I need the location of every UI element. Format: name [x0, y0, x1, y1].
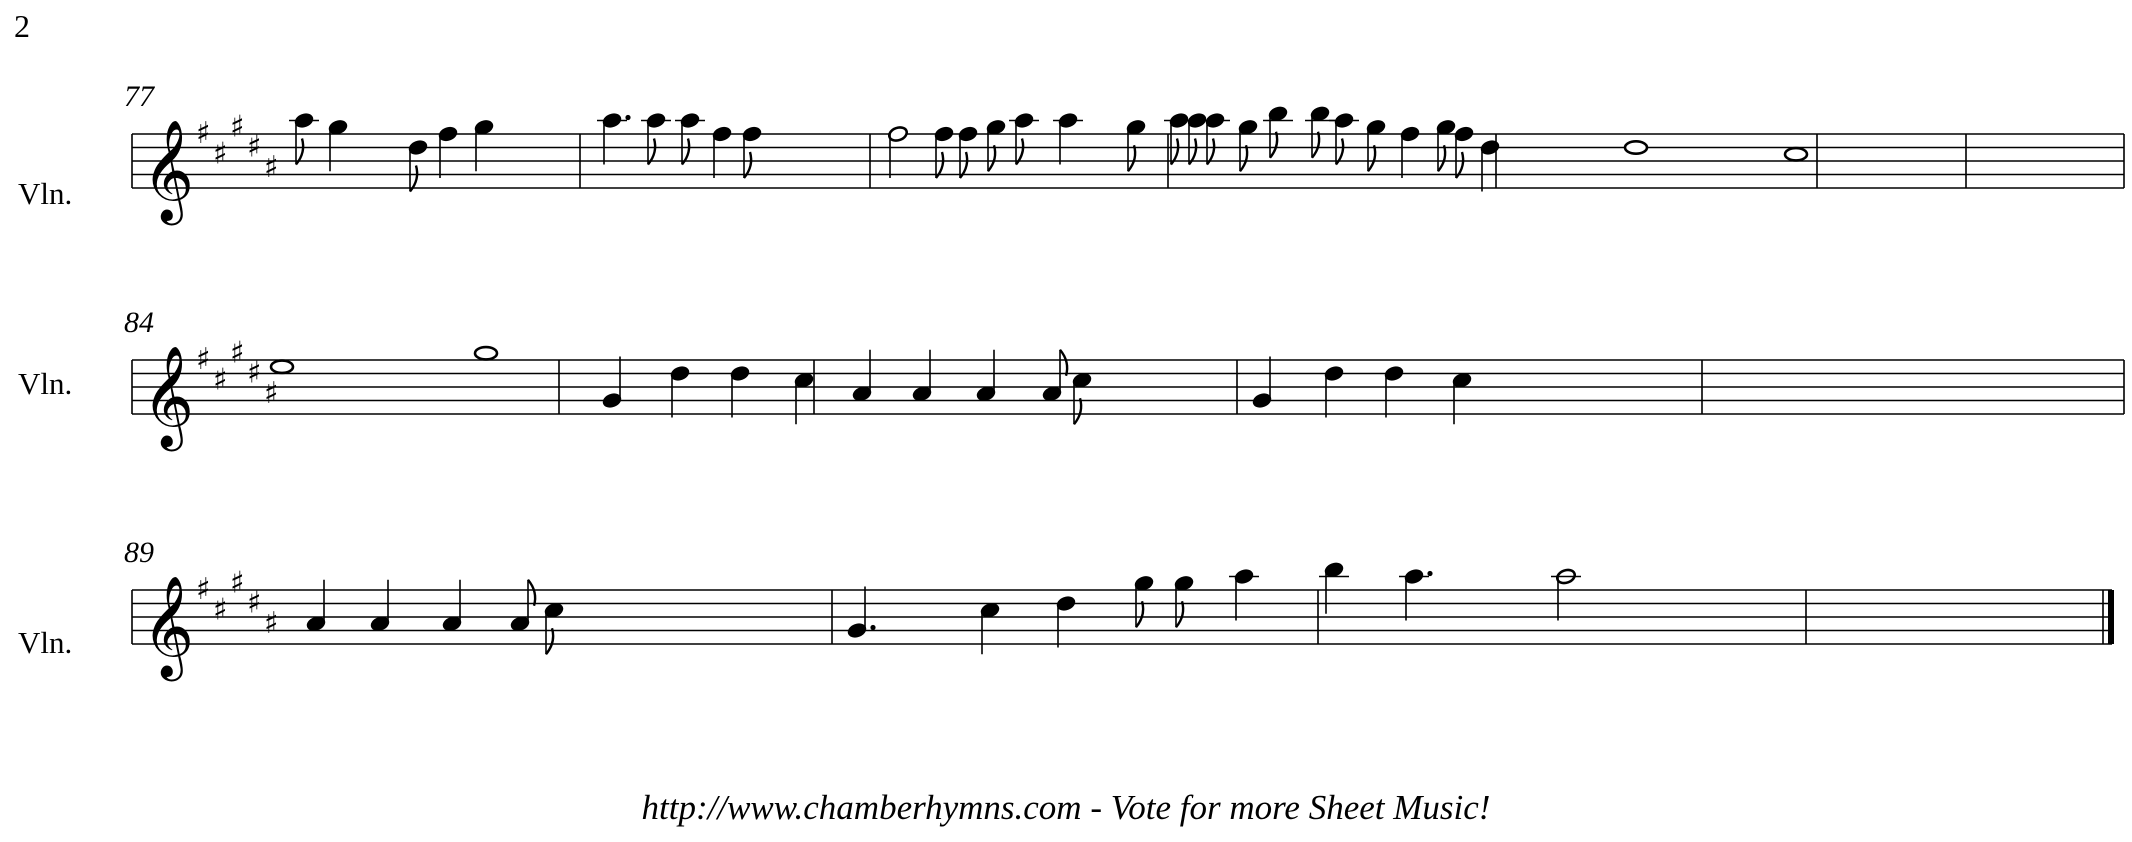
- note: [1329, 112, 1359, 165]
- staff-lines: [132, 590, 2112, 644]
- note: [407, 139, 428, 192]
- note: [851, 350, 872, 403]
- sharp-sign: ♯: [264, 149, 279, 185]
- footer-link[interactable]: http://www.chamberhymns.com - Vote for more Sheet Music!: [641, 788, 1491, 827]
- note: [729, 365, 750, 418]
- augmentation-dot: [625, 115, 630, 120]
- note: [1237, 118, 1258, 171]
- note-flag: [1312, 132, 1319, 158]
- sharp-sign: ♯: [230, 109, 245, 145]
- sharp-sign: ♯: [230, 565, 245, 601]
- sharp-sign: ♯: [247, 355, 262, 391]
- augmentation-dot: [870, 625, 875, 630]
- note: [1041, 350, 1067, 403]
- note-flag: [546, 628, 553, 654]
- note-flag: [1128, 145, 1135, 171]
- note: [475, 347, 497, 359]
- note: [369, 580, 390, 633]
- note-flag: [1270, 132, 1277, 158]
- note-flag: [528, 580, 535, 606]
- treble-clef-glyph: 𝄞: [142, 574, 195, 677]
- treble-clef: [142, 118, 194, 226]
- note-head: [475, 347, 497, 359]
- note-flag: [988, 145, 995, 171]
- page-number: 2: [14, 8, 30, 44]
- note: [441, 580, 462, 633]
- instrument-label: Vln.: [18, 625, 73, 660]
- note: [887, 125, 908, 178]
- treble-clef: [142, 574, 194, 682]
- staff: [0, 536, 2132, 706]
- sharp-sign: ♯: [196, 342, 211, 377]
- note: [509, 580, 535, 633]
- treble-clef-glyph: 𝄞: [142, 344, 195, 447]
- note: [957, 125, 978, 178]
- note: [1625, 141, 1647, 153]
- note: [289, 112, 319, 165]
- sharp-sign: ♯: [213, 592, 228, 628]
- note: [1071, 371, 1092, 424]
- note: [933, 125, 954, 178]
- note-head: [1625, 141, 1647, 153]
- notes: [305, 561, 1581, 654]
- note: [1133, 574, 1154, 627]
- note-flag: [1136, 601, 1143, 627]
- note: [979, 601, 1000, 654]
- note: [1551, 568, 1581, 621]
- note: [1009, 112, 1039, 165]
- note: [1229, 568, 1259, 621]
- note: [1453, 125, 1474, 178]
- note: [669, 365, 690, 418]
- note-flag: [1240, 145, 1247, 171]
- note: [985, 118, 1006, 171]
- note: [911, 350, 932, 403]
- final-barline: [2108, 590, 2114, 644]
- sharp-sign: ♯: [213, 136, 228, 172]
- note-head: [271, 361, 293, 373]
- note: [327, 118, 348, 171]
- sharp-sign: ♯: [196, 116, 211, 151]
- note-head: [1785, 148, 1807, 160]
- sharp-sign: ♯: [213, 362, 228, 398]
- note: [305, 580, 326, 633]
- note: [1479, 139, 1500, 192]
- note: [741, 125, 762, 178]
- note: [1451, 371, 1472, 424]
- staff-lines: [132, 360, 2124, 414]
- note: [1323, 365, 1344, 418]
- note-flag: [1074, 398, 1081, 424]
- note-flag: [1438, 145, 1445, 171]
- note: [271, 361, 293, 373]
- note: [1053, 112, 1083, 165]
- staff-system-1: [0, 80, 2132, 250]
- note: [1785, 148, 1807, 160]
- measure-number: 89: [124, 536, 154, 569]
- note-flag: [1176, 601, 1183, 627]
- sharp-sign: ♯: [247, 129, 262, 165]
- note: [597, 112, 631, 165]
- treble-clef-glyph: 𝄞: [142, 118, 195, 221]
- measure-number: 84: [124, 306, 154, 339]
- sharp-sign: ♯: [247, 585, 262, 621]
- note: [1399, 568, 1433, 621]
- note: [1365, 118, 1386, 171]
- note: [473, 118, 494, 171]
- staff: [0, 306, 2132, 476]
- note: [1173, 574, 1194, 627]
- sharp-sign: ♯: [230, 335, 245, 371]
- note-flag: [1060, 350, 1067, 376]
- treble-clef: [142, 344, 194, 452]
- staff-system-3: [0, 536, 2132, 706]
- note: [1383, 365, 1404, 418]
- instrument-label: Vln.: [18, 366, 73, 401]
- note: [846, 587, 875, 640]
- instrument-label: Vln.: [18, 176, 73, 211]
- staff-system-2: [0, 306, 2132, 476]
- augmentation-dot: [1427, 571, 1432, 576]
- note: [1319, 561, 1349, 614]
- note: [1263, 105, 1293, 158]
- note: [1055, 595, 1076, 648]
- note: [711, 125, 732, 178]
- note: [1251, 357, 1272, 410]
- sharp-sign: ♯: [264, 375, 279, 411]
- note-flag: [1368, 145, 1375, 171]
- note: [1305, 105, 1335, 158]
- note: [1435, 118, 1456, 171]
- note: [437, 125, 458, 178]
- note: [641, 112, 671, 165]
- note: [975, 350, 996, 403]
- notes: [271, 347, 1473, 424]
- note: [793, 371, 814, 424]
- sharp-sign: ♯: [264, 605, 279, 641]
- note: [1399, 125, 1420, 178]
- measure-number: 77: [124, 80, 154, 113]
- staff: [0, 80, 2132, 250]
- note: [543, 601, 564, 654]
- note: [675, 112, 705, 165]
- sharp-sign: ♯: [196, 572, 211, 607]
- note: [1125, 118, 1146, 171]
- note: [601, 357, 622, 410]
